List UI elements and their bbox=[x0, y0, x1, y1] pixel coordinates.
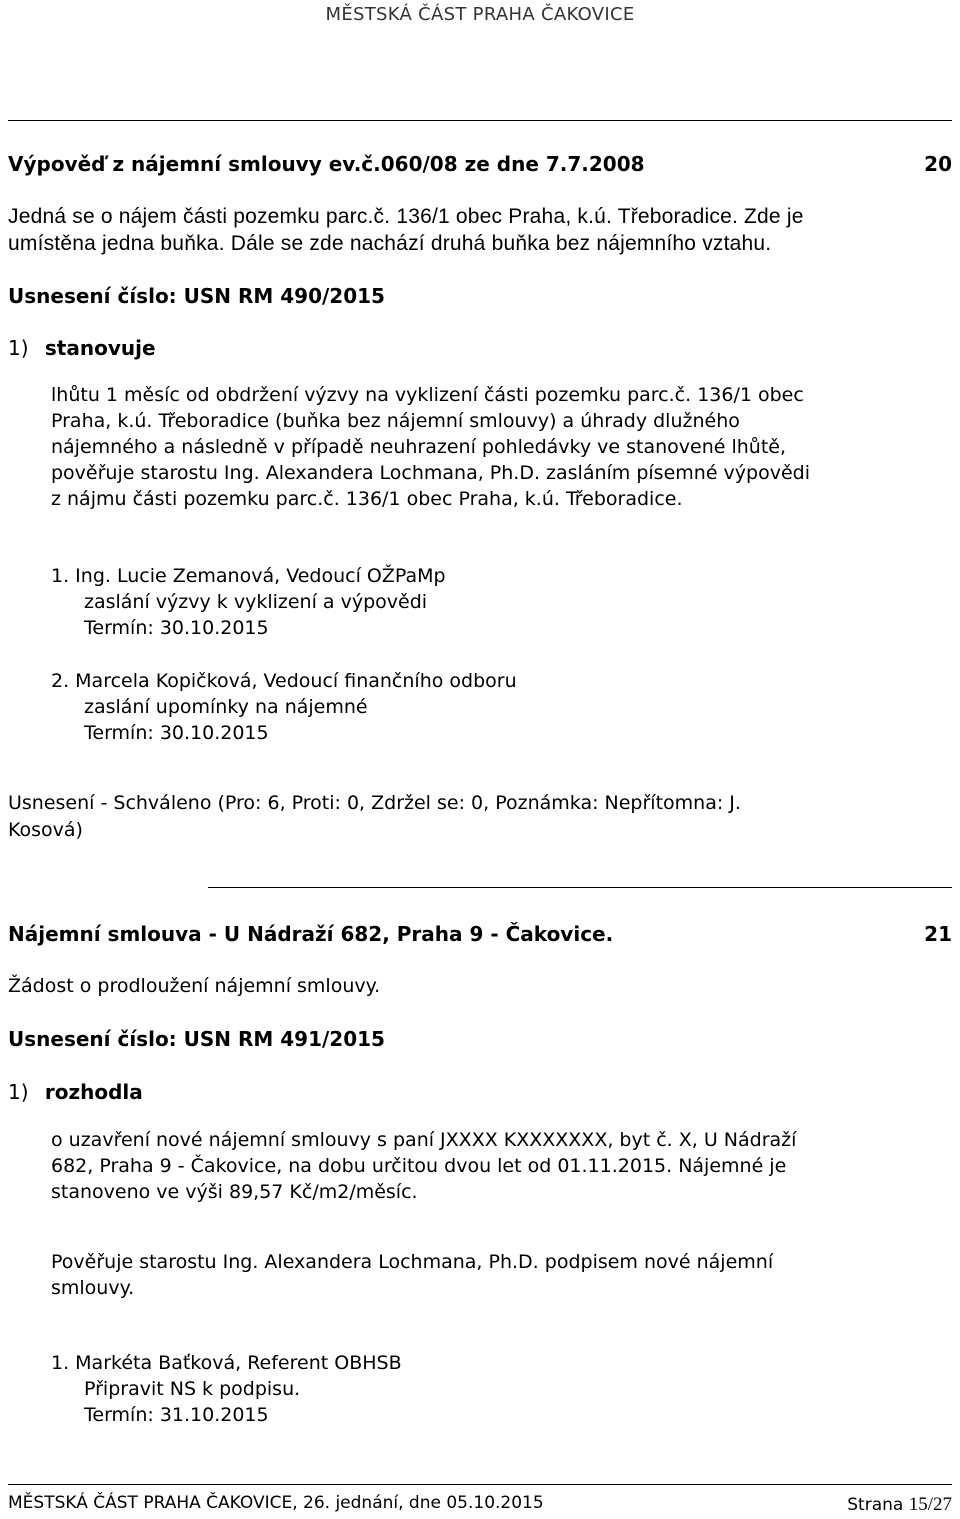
section-divider bbox=[8, 120, 952, 121]
decision-heading bbox=[8, 1079, 143, 1105]
page-number bbox=[847, 1492, 952, 1518]
task-assignee: 1. Ing. Lucie Zemanová, Vedoucí OŽPaMp bbox=[51, 565, 446, 587]
section-divider bbox=[208, 887, 952, 888]
body-line: z nájmu části pozemku parc.č. 136/1 obec Praha, k.ú. Třeboradice. bbox=[51, 488, 683, 510]
vote-line: Usnesení - Schváleno (Pro: 6, Proti: 0, Zdržel se: 0, Poznámka: Nepřítomna: J. bbox=[8, 792, 741, 814]
body-line: 682, Praha 9 - Čakovice, na dobu určitou dvou let od 01.11.2015. Nájemné je bbox=[51, 1155, 787, 1177]
description-line: umístěna jedna buňka. Dále se zde nachází druhá buňka bez nájemního vztahu. bbox=[8, 232, 772, 255]
task-assignee: 1. Markéta Baťková, Referent OBHSB bbox=[51, 1352, 402, 1374]
decision-body bbox=[51, 1127, 931, 1205]
decision-verb: stanovuje bbox=[44, 336, 156, 360]
page-total: /27 bbox=[927, 1494, 952, 1515]
task-deadline: Termín: 31.10.2015 bbox=[84, 1404, 269, 1426]
task-item bbox=[51, 563, 446, 641]
decision-index: 1) bbox=[8, 1080, 29, 1104]
body-line: Pověřuje starostu Ing. Alexandera Lochmana, Ph.D. podpisem nové nájemní bbox=[51, 1251, 774, 1273]
page-header: MĚSTSKÁ ČÁST PRAHA ČAKOVICE bbox=[325, 4, 635, 25]
resolution-number: Usnesení číslo: USN RM 490/2015 bbox=[8, 284, 385, 308]
task-description: zaslání upomínky na nájemné bbox=[84, 696, 368, 718]
body-line: lhůtu 1 měsíc od obdržení výzvy na vyklizení části pozemku parc.č. 136/1 obec bbox=[51, 384, 804, 406]
decision-heading bbox=[8, 335, 156, 361]
decision-index: 1) bbox=[8, 336, 29, 360]
item-description: Žádost o prodloužení nájemní smlouvy. bbox=[8, 975, 381, 997]
decision-delegation bbox=[51, 1249, 931, 1301]
body-line: o uzavření nové nájemní smlouvy s paní JXXXX KXXXXXXX, byt č. X, U Nádraží bbox=[51, 1129, 797, 1151]
item-number: 21 bbox=[924, 922, 952, 946]
body-line: stanoveno ve výši 89,57 Kč/m2/měsíc. bbox=[51, 1181, 418, 1203]
task-description: zaslání výzvy k vyklizení a výpovědi bbox=[84, 591, 428, 613]
body-line: pověřuje starostu Ing. Alexandera Lochmana, Ph.D. zasláním písemné výpovědi bbox=[51, 462, 810, 484]
item-number: 20 bbox=[924, 152, 952, 176]
item-title: Nájemní smlouva - U Nádraží 682, Praha 9 - Čakovice. bbox=[8, 922, 614, 946]
task-item bbox=[51, 1350, 402, 1428]
footer-text: MĚSTSKÁ ČÁST PRAHA ČAKOVICE, 26. jednání, dne 05.10.2015 bbox=[8, 1493, 544, 1513]
page-label: Strana bbox=[847, 1495, 904, 1515]
task-assignee: 2. Marcela Kopičková, Vedoucí finančního odboru bbox=[51, 670, 517, 692]
vote-result bbox=[8, 790, 741, 844]
task-deadline: Termín: 30.10.2015 bbox=[84, 617, 269, 639]
body-line: nájemného a následně v případě neuhrazení pohledávky ve stanovené lhůtě, bbox=[51, 436, 787, 458]
body-line: smlouvy. bbox=[51, 1277, 135, 1299]
body-line: Praha, k.ú. Třeboradice (buňka bez nájemní smlouvy) a úhrady dlužného bbox=[51, 410, 740, 432]
page-current: 15 bbox=[908, 1494, 928, 1515]
task-description: Připravit NS k podpisu. bbox=[84, 1378, 301, 1400]
task-item bbox=[51, 668, 517, 746]
item-title: Výpověď z nájemní smlouvy ev.č.060/08 ze dne 7.7.2008 bbox=[8, 152, 645, 176]
decision-body bbox=[51, 382, 931, 512]
footer-divider bbox=[8, 1484, 952, 1485]
item-description bbox=[8, 203, 804, 257]
vote-line: Kosová) bbox=[8, 819, 83, 841]
task-deadline: Termín: 30.10.2015 bbox=[84, 722, 269, 744]
resolution-number: Usnesení číslo: USN RM 491/2015 bbox=[8, 1027, 385, 1051]
description-line: Jedná se o nájem části pozemku parc.č. 136/1 obec Praha, k.ú. Třeboradice. Zde je bbox=[8, 205, 804, 228]
decision-verb: rozhodla bbox=[44, 1080, 143, 1104]
